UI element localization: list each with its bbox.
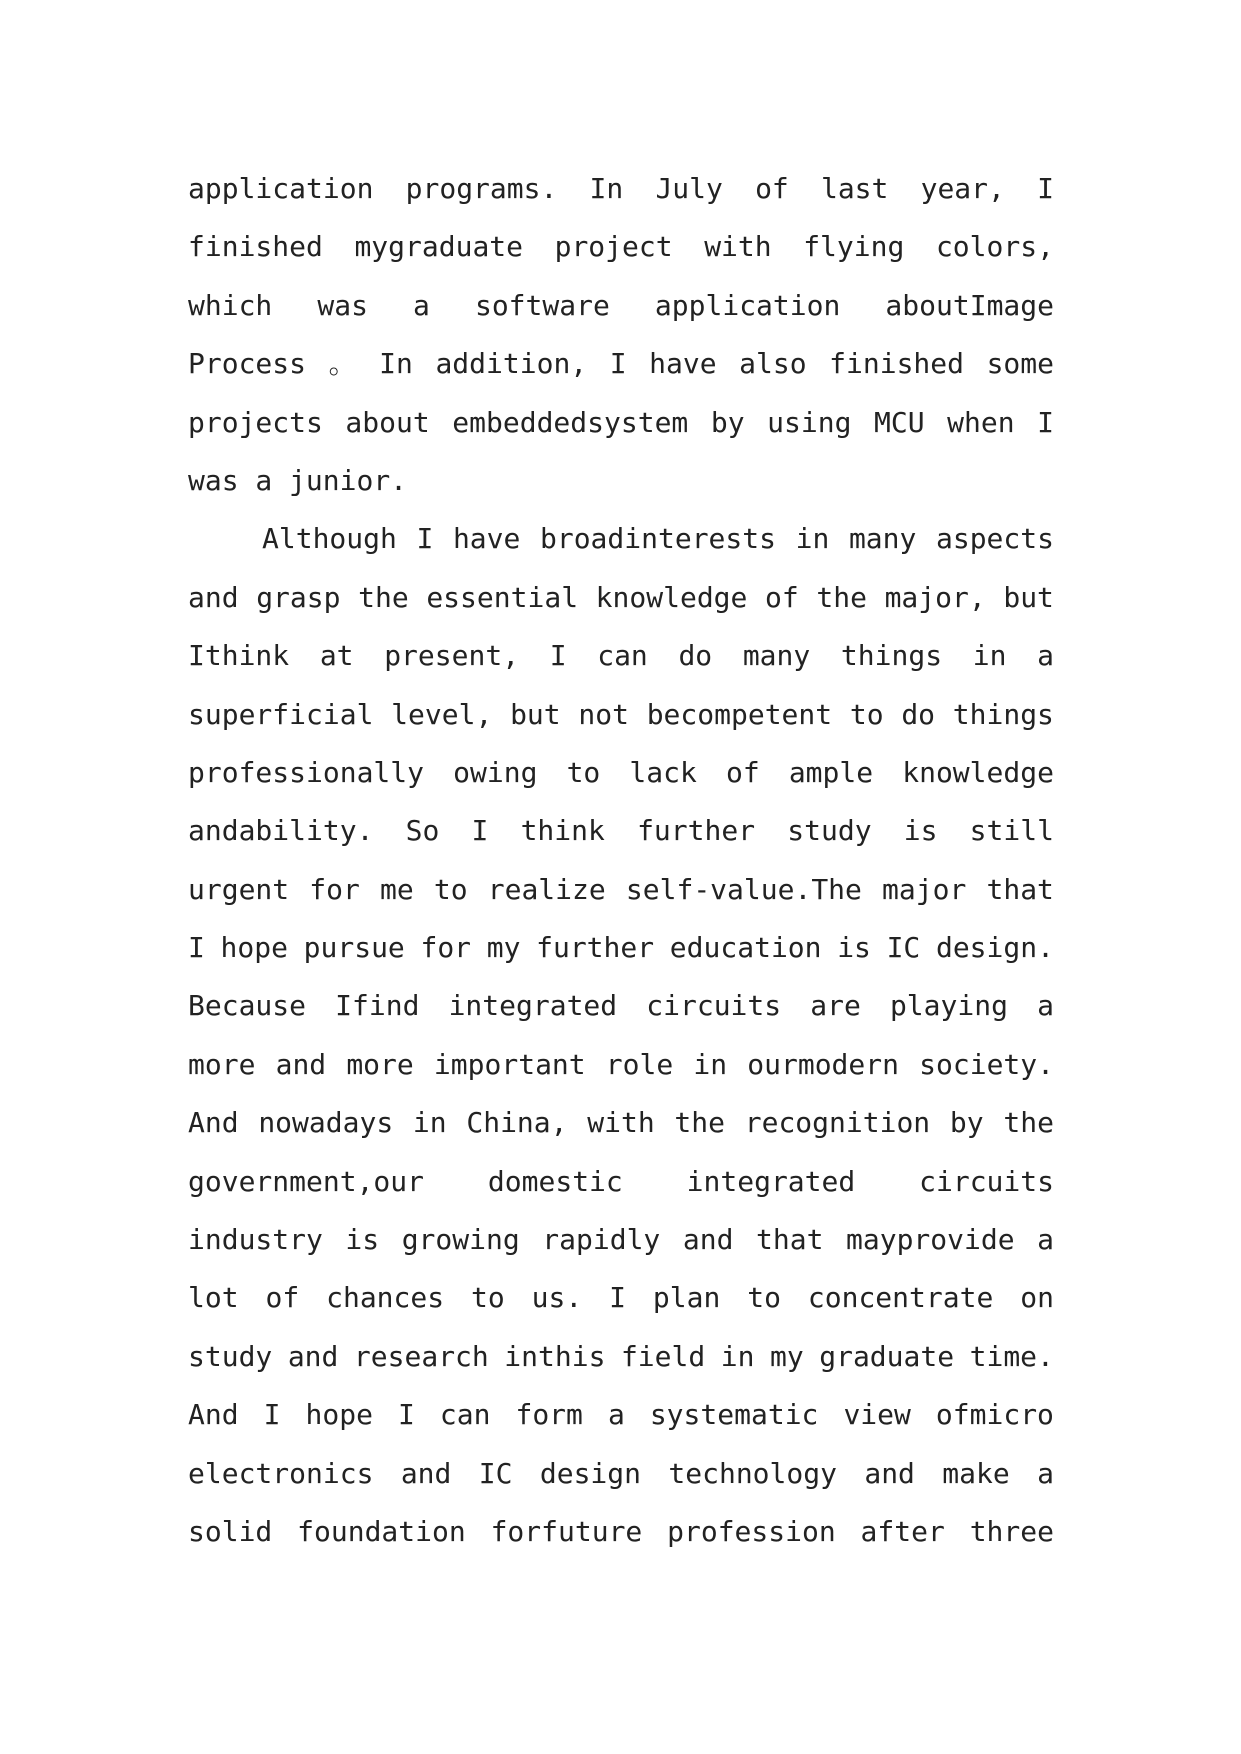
text-line: government,our domestic integrated circuits [188, 1164, 1054, 1198]
text-line: urgent for me to realize self-value.The major that [188, 872, 1054, 906]
text-line: was a junior. [188, 463, 408, 497]
text-line: lot of chances to us. I plan to concentrate on [188, 1281, 1054, 1315]
text-line: And I hope I can form a systematic view ofmicro [188, 1398, 1054, 1432]
text-line: And nowadays in China, with the recognition by the [188, 1106, 1054, 1140]
text-line: Process 。 In addition, I have also finished some [188, 347, 1054, 381]
text-line: finished mygraduate project with flying colors, [188, 230, 1054, 264]
text-line: electronics and IC design technology and make a [188, 1456, 1054, 1490]
text-line: I hope pursue for my further education is IC design. [188, 931, 1054, 965]
text-line: projects about embeddedsystem by using MCU when I [188, 405, 1054, 439]
text-line: superficial level, but not becompetent to do things [188, 697, 1054, 731]
text-line: professionally owing to lack of ample knowledge [188, 755, 1054, 789]
text-line: andability. So I think further study is still [188, 814, 1054, 848]
text-line: study and research inthis field in my graduate time. [188, 1339, 1054, 1373]
paragraph [188, 160, 1054, 510]
document-body [188, 160, 1054, 1561]
paragraph [188, 510, 1054, 1561]
text-line: Although I have broadinterests in many aspects [262, 522, 1054, 556]
text-line: more and more important role in ourmodern society. [188, 1047, 1054, 1081]
text-line: industry is growing rapidly and that mayprovide a [188, 1223, 1054, 1257]
text-line: application programs. In July of last year, I [188, 172, 1054, 205]
text-line: which was a software application aboutImage [188, 288, 1054, 322]
text-line: and grasp the essential knowledge of the major, but [188, 580, 1054, 614]
text-line: Ithink at present, I can do many things in a [188, 639, 1054, 673]
text-line: Because Ifind integrated circuits are playing a [188, 989, 1054, 1023]
text-line: solid foundation forfuture profession after three [188, 1514, 1054, 1548]
